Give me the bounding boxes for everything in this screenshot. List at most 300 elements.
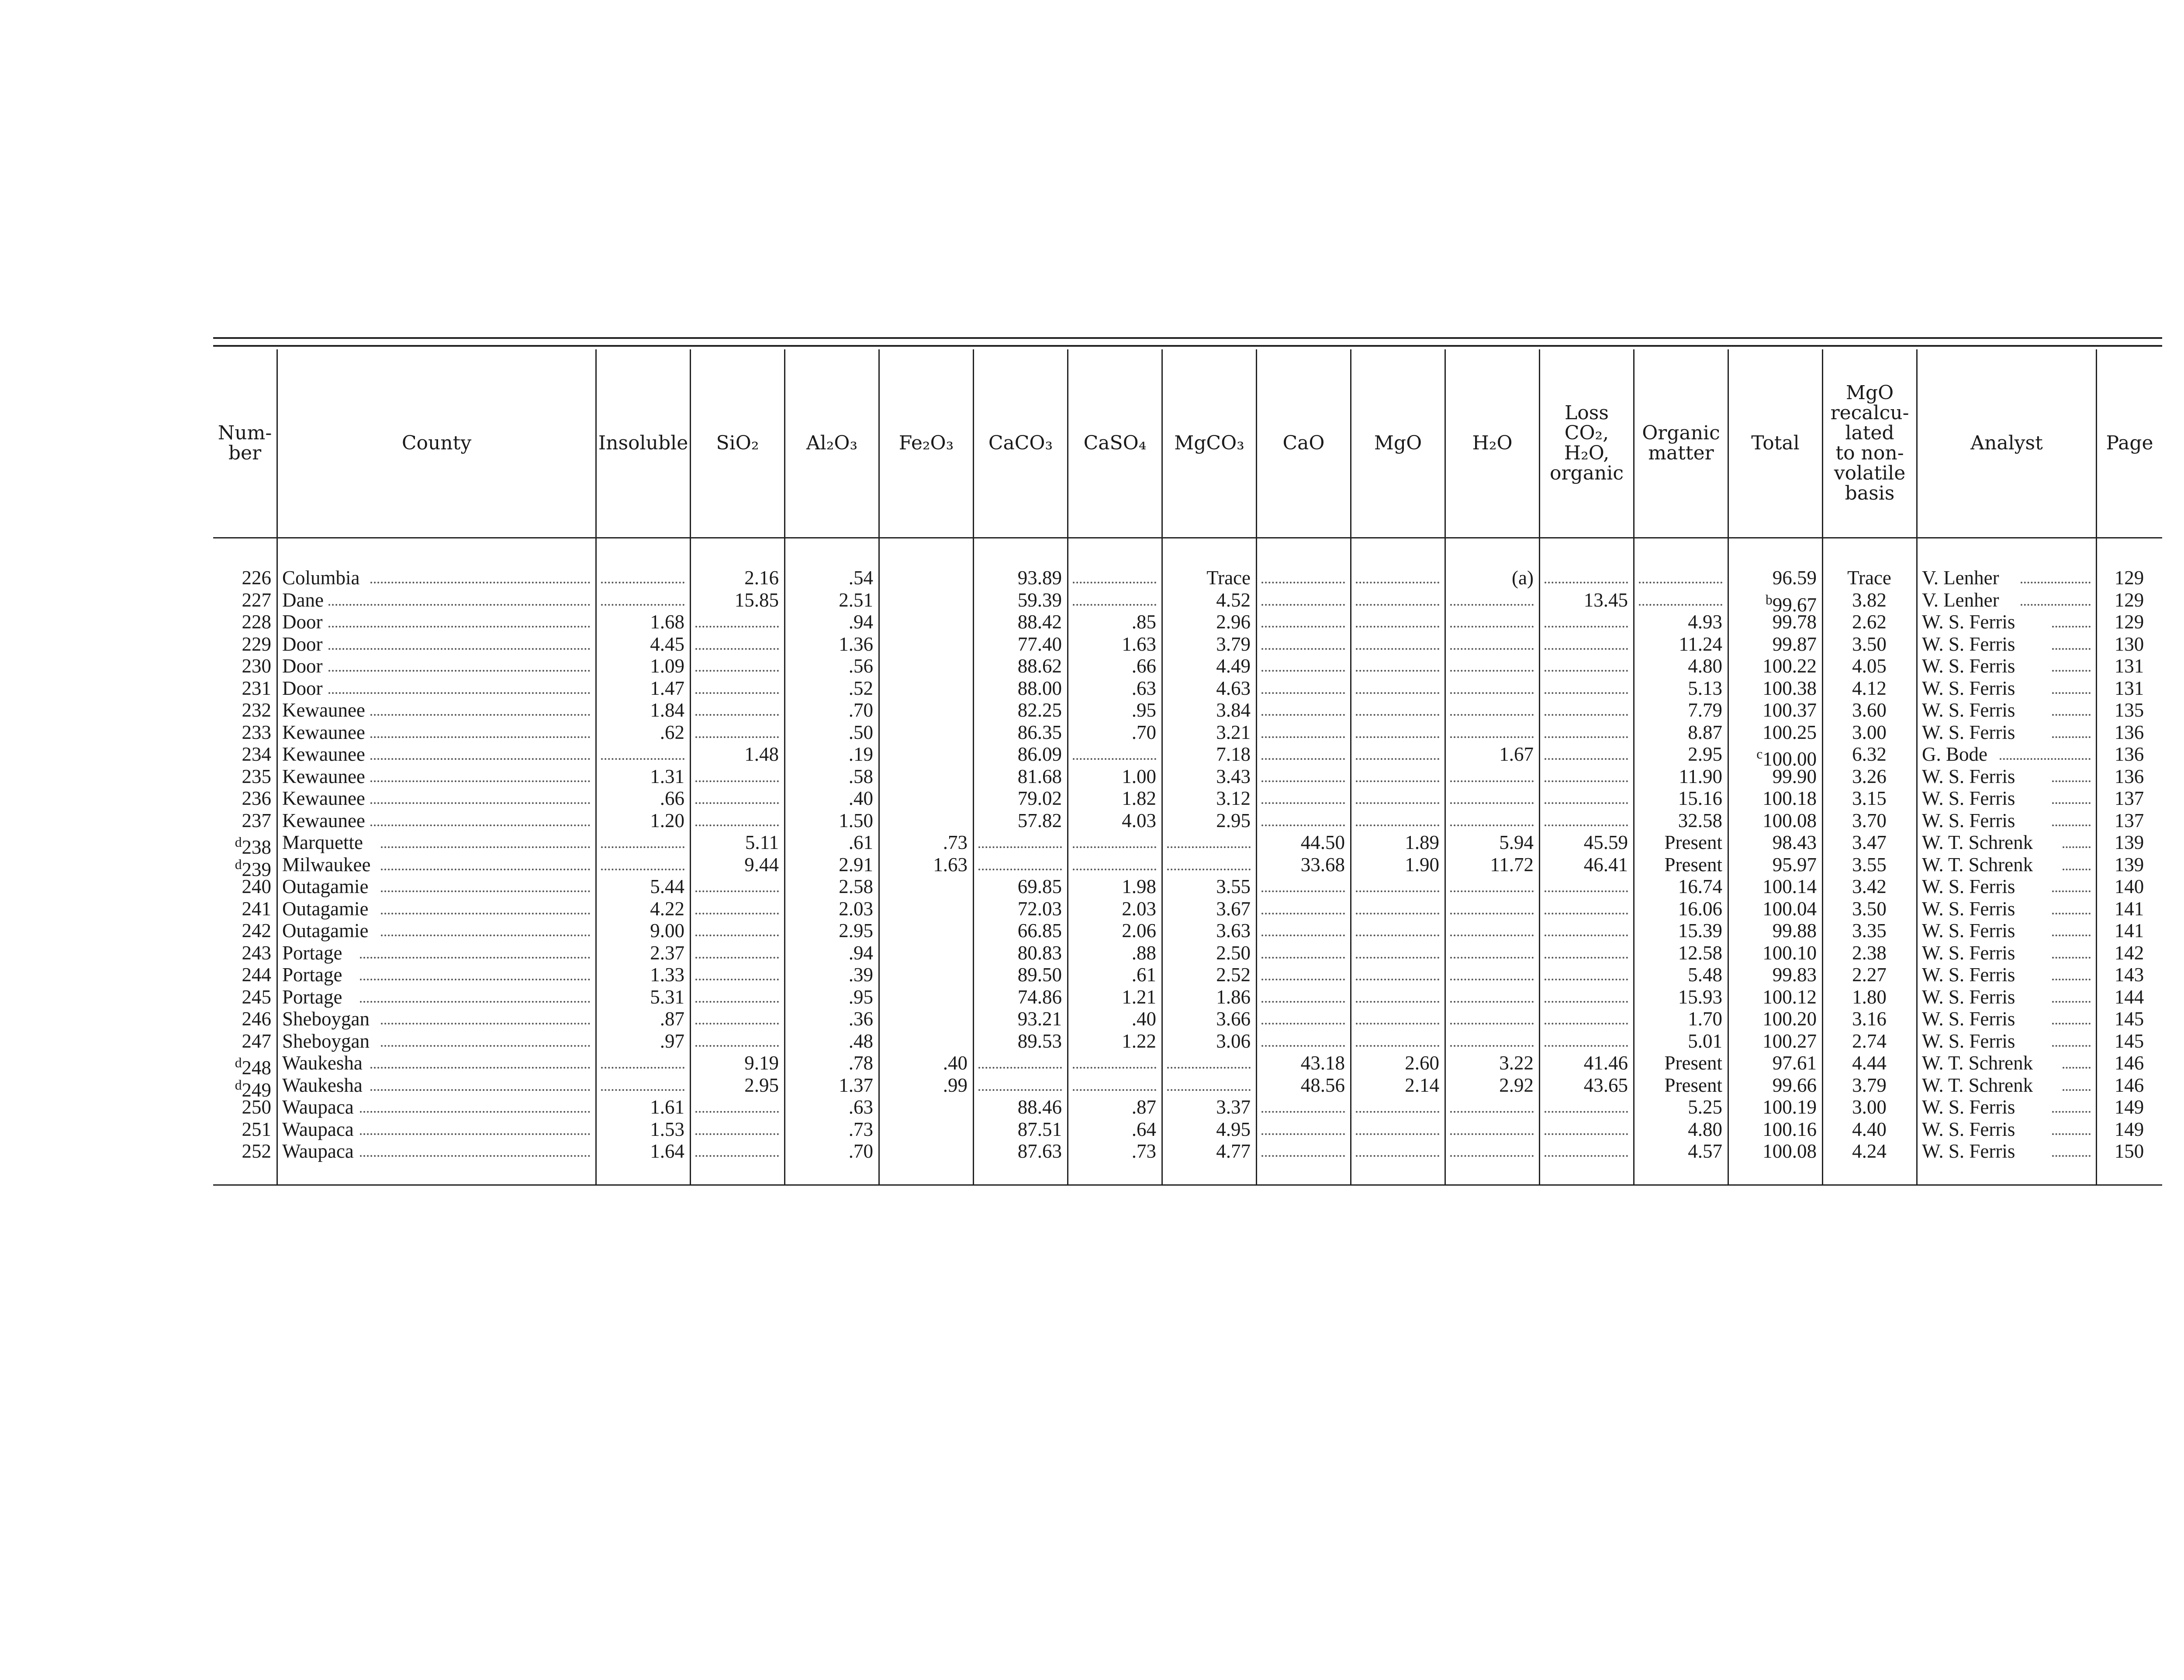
- cell-insoluble: [601, 854, 684, 876]
- cell-caco3: 80.83: [1017, 942, 1062, 964]
- cell-caco3: 66.85: [1017, 920, 1062, 942]
- dot-leader: [1356, 1001, 1439, 1003]
- cell-page: 130: [2114, 633, 2144, 655]
- table-bottom-rule: [213, 1184, 2162, 1186]
- cell-h2o: [1450, 1096, 1534, 1118]
- dot-leader: [601, 1089, 684, 1091]
- cell-insoluble: .87: [660, 1008, 684, 1030]
- cell-sio2: [695, 677, 779, 700]
- dot-leader: [695, 1133, 779, 1135]
- dot-leader: [1356, 935, 1439, 936]
- cell-analyst: W. S. Ferris: [1922, 1096, 2015, 1118]
- cell-caso4: .73: [1131, 1140, 1156, 1162]
- cell-al2o3: .39: [848, 964, 873, 986]
- dot-leader: [2052, 802, 2091, 804]
- cell-caco3: 88.46: [1017, 1096, 1062, 1118]
- cell-county: Door: [282, 655, 323, 677]
- cell-analyst: W. S. Ferris: [1922, 809, 2015, 831]
- dot-leader: [328, 604, 590, 606]
- dot-leader: [1639, 582, 1722, 583]
- cell-sio2: [695, 1140, 779, 1163]
- dot-leader: [1167, 846, 1251, 848]
- cell-organic: Present: [1664, 1074, 1722, 1096]
- dot-leader: [1073, 869, 1156, 870]
- dot-leader: [328, 670, 590, 672]
- cell-sio2: [695, 699, 779, 721]
- cell-insoluble: 1.53: [650, 1118, 684, 1140]
- cell-analyst: G. Bode: [1922, 743, 1987, 765]
- cell-number: 234: [242, 743, 271, 765]
- cell-county: Kewaunee: [282, 765, 365, 787]
- cell-sio2: [695, 766, 779, 788]
- cell-sio2: [695, 986, 779, 1008]
- cell-caso4: .66: [1131, 655, 1156, 677]
- cell-cao: [1261, 986, 1345, 1008]
- cell-mgo: [1356, 787, 1439, 810]
- dot-leader: [1545, 626, 1628, 628]
- dot-leader: [2052, 1133, 2091, 1135]
- cell-mgco3: Trace: [1206, 567, 1251, 589]
- cell-mgco3: [1167, 1052, 1251, 1074]
- cell-loss: [1545, 964, 1628, 986]
- top-double-rule-1: [213, 337, 2162, 339]
- cell-sio2: [695, 920, 779, 942]
- cell-mgo: [1356, 766, 1439, 788]
- dot-leader: [2052, 1111, 2091, 1113]
- dot-leader: [370, 780, 590, 782]
- cell-h2o: [1450, 898, 1534, 920]
- cell-mgco3: 4.52: [1216, 589, 1251, 611]
- cell-mgo-recalc: 2.27: [1852, 964, 1887, 986]
- cell-page: 146: [2114, 1074, 2144, 1096]
- cell-number: 232: [242, 699, 271, 721]
- dot-leader: [1545, 582, 1628, 583]
- cell-number: 237: [242, 809, 271, 831]
- cell-mgo-recalc: 3.50: [1852, 633, 1887, 655]
- dot-leader: [370, 758, 590, 760]
- cell-caco3: 86.35: [1017, 721, 1062, 743]
- header-caco3: CaCO₃: [988, 432, 1053, 454]
- cell-mgo-recalc: 3.55: [1852, 853, 1887, 876]
- dot-leader: [1261, 979, 1345, 980]
- dot-leader: [601, 846, 684, 848]
- dot-leader: [978, 1067, 1062, 1069]
- dot-leader: [2052, 935, 2091, 936]
- dot-leader: [2021, 604, 2091, 606]
- cell-mgco3: 3.66: [1216, 1008, 1251, 1030]
- dot-leader: [360, 1133, 590, 1135]
- dot-leader: [1261, 692, 1345, 694]
- cell-total: 99.90: [1772, 765, 1817, 787]
- cell-sio2: [695, 655, 779, 677]
- cell-page: 137: [2114, 787, 2144, 809]
- cell-sio2: [695, 721, 779, 744]
- cell-sio2: [695, 898, 779, 920]
- cell-number: 231: [242, 677, 271, 699]
- dot-leader: [2063, 1067, 2091, 1069]
- cell-mgo-recalc: 1.80: [1852, 986, 1887, 1008]
- cell-number: 252: [242, 1140, 271, 1162]
- cell-analyst: W. S. Ferris: [1922, 986, 2015, 1008]
- dot-leader: [370, 1067, 590, 1069]
- cell-cao: [1261, 898, 1345, 920]
- cell-fe2o3: [884, 1030, 968, 1052]
- dot-leader: [328, 648, 590, 650]
- cell-page: 144: [2114, 986, 2144, 1008]
- top-double-rule-2: [213, 345, 2162, 347]
- cell-number: 247: [242, 1030, 271, 1052]
- cell-mgo: [1356, 743, 1439, 766]
- dot-leader: [1261, 758, 1345, 760]
- dot-leader: [1450, 780, 1534, 782]
- cell-mgo: [1356, 986, 1439, 1008]
- cell-analyst: W. S. Ferris: [1922, 721, 2015, 743]
- cell-page: 139: [2114, 853, 2144, 876]
- cell-caso4: 1.98: [1122, 876, 1156, 897]
- cell-h2o: [1450, 787, 1534, 810]
- dot-leader: [1261, 1023, 1345, 1025]
- cell-insoluble: 1.84: [650, 699, 684, 721]
- cell-total: 99.87: [1772, 633, 1817, 655]
- cell-total: 100.38: [1762, 677, 1817, 699]
- dot-leader: [1545, 736, 1628, 738]
- cell-fe2o3: [884, 1140, 968, 1163]
- cell-cao: [1261, 942, 1345, 964]
- cell-organic: 5.01: [1688, 1030, 1722, 1052]
- dot-leader: [1450, 935, 1534, 936]
- cell-analyst: W. S. Ferris: [1922, 611, 2015, 633]
- cell-analyst: W. S. Ferris: [1922, 787, 2015, 809]
- cell-analyst: W. S. Ferris: [1922, 765, 2015, 787]
- cell-al2o3: .48: [848, 1030, 873, 1052]
- cell-caco3: [978, 1074, 1062, 1097]
- cell-number: 251: [242, 1118, 271, 1140]
- header-sio2: SiO₂: [716, 432, 759, 454]
- cell-number: 242: [242, 920, 271, 942]
- cell-h2o: 5.94: [1499, 831, 1534, 853]
- cell-caco3: 82.25: [1017, 699, 1062, 721]
- dot-leader: [1356, 670, 1439, 672]
- cell-sio2: 1.48: [744, 743, 779, 765]
- dot-leader: [1261, 1001, 1345, 1003]
- header-h2o: H₂O: [1472, 432, 1513, 454]
- cell-insoluble: [601, 831, 684, 854]
- dot-leader: [1450, 802, 1534, 804]
- cell-sio2: 5.11: [745, 831, 779, 853]
- cell-page: 131: [2114, 655, 2144, 677]
- cell-fe2o3: .73: [943, 831, 968, 853]
- dot-leader: [2052, 626, 2091, 628]
- cell-caco3: 79.02: [1017, 787, 1062, 809]
- dot-leader: [601, 604, 684, 606]
- cell-analyst: W. S. Ferris: [1922, 677, 2015, 699]
- cell-mgco3: 3.21: [1216, 721, 1251, 743]
- dot-leader: [1356, 1045, 1439, 1047]
- cell-organic: Present: [1664, 853, 1722, 876]
- cell-number: 240: [242, 876, 271, 897]
- cell-county: Sheboygan: [282, 1008, 370, 1030]
- cell-al2o3: .40: [848, 787, 873, 809]
- cell-mgo-recalc: 3.82: [1852, 589, 1887, 611]
- dot-leader: [2052, 736, 2091, 738]
- cell-total: 98.43: [1772, 831, 1817, 853]
- dot-leader: [1450, 1111, 1534, 1113]
- cell-mgo: [1356, 1030, 1439, 1052]
- cell-mgco3: 4.63: [1216, 677, 1251, 699]
- dot-leader: [1261, 626, 1345, 628]
- header-fe2o3: Fe₂O₃: [898, 432, 954, 454]
- cell-county: Milwaukee: [282, 853, 371, 876]
- cell-al2o3: 2.03: [839, 897, 873, 920]
- cell-caco3: 93.21: [1017, 1008, 1062, 1030]
- cell-loss: [1545, 1140, 1628, 1163]
- cell-al2o3: .56: [848, 655, 873, 677]
- cell-number: 246: [242, 1008, 271, 1030]
- cell-mgo: 1.90: [1405, 853, 1439, 876]
- header-analyst: Analyst: [1970, 432, 2043, 454]
- cell-sio2: 9.44: [744, 853, 779, 876]
- cell-organic: 11.24: [1679, 633, 1722, 655]
- dot-leader: [1545, 648, 1628, 650]
- cell-mgo-recalc: 4.44: [1852, 1052, 1887, 1074]
- dot-leader: [1450, 979, 1534, 980]
- dot-leader: [1356, 648, 1439, 650]
- cell-mgco3: 2.50: [1216, 942, 1251, 964]
- dot-leader: [1450, 890, 1534, 892]
- cell-total: $^b$99.67: [1766, 592, 1817, 616]
- cell-fe2o3: [884, 1008, 968, 1030]
- cell-fe2o3: [884, 633, 968, 655]
- cell-total: 99.66: [1772, 1074, 1817, 1096]
- header-mgo: MgO: [1374, 432, 1422, 454]
- cell-h2o: [1450, 721, 1534, 744]
- dot-leader: [2052, 1001, 2091, 1003]
- cell-caso4: .87: [1131, 1096, 1156, 1118]
- dot-leader: [1450, 1045, 1534, 1047]
- dot-leader: [695, 648, 779, 650]
- dot-leader: [2052, 780, 2091, 782]
- cell-caco3: [978, 1052, 1062, 1074]
- cell-mgo: [1356, 589, 1439, 611]
- cell-al2o3: .58: [848, 765, 873, 787]
- cell-loss: [1545, 920, 1628, 942]
- cell-loss: 41.46: [1583, 1052, 1628, 1074]
- dot-leader: [1356, 957, 1439, 959]
- cell-loss: [1545, 567, 1628, 589]
- dot-leader: [978, 1089, 1062, 1091]
- header-bottom-rule: [213, 537, 2162, 538]
- cell-page: 139: [2114, 831, 2144, 853]
- cell-mgo-recalc: 3.42: [1852, 876, 1887, 897]
- cell-mgo-recalc: 4.24: [1852, 1140, 1887, 1162]
- header-cao: CaO: [1282, 432, 1325, 454]
- cell-page: 136: [2114, 743, 2144, 765]
- dot-leader: [370, 714, 590, 716]
- cell-al2o3: .63: [848, 1096, 873, 1118]
- dot-leader: [2052, 957, 2091, 959]
- cell-county: Portage: [282, 986, 342, 1008]
- cell-organic: 4.80: [1688, 1118, 1722, 1140]
- cell-caco3: 59.39: [1017, 589, 1062, 611]
- dot-leader: [360, 1155, 590, 1157]
- cell-al2o3: 2.51: [839, 589, 873, 611]
- cell-loss: [1545, 655, 1628, 677]
- dot-leader: [1261, 1045, 1345, 1047]
- cell-mgco3: 3.06: [1216, 1030, 1251, 1052]
- dot-leader: [601, 869, 684, 870]
- cell-mgo: [1356, 1096, 1439, 1118]
- cell-h2o: 2.92: [1499, 1074, 1534, 1096]
- cell-insoluble: [601, 567, 684, 589]
- cell-loss: 43.65: [1583, 1074, 1628, 1096]
- cell-al2o3: 1.37: [839, 1074, 873, 1096]
- cell-total: $^c$100.00: [1756, 746, 1817, 770]
- dot-leader: [1545, 692, 1628, 694]
- cell-fe2o3: [884, 766, 968, 788]
- cell-analyst: W. S. Ferris: [1922, 897, 2015, 920]
- cell-h2o: [1450, 876, 1534, 898]
- cell-mgco3: 2.95: [1216, 809, 1251, 831]
- cell-number: 250: [242, 1096, 271, 1118]
- cell-page: 149: [2114, 1118, 2144, 1140]
- cell-fe2o3: [884, 743, 968, 766]
- cell-organic: 32.58: [1678, 809, 1722, 831]
- cell-total: 99.88: [1772, 920, 1817, 942]
- dot-leader: [381, 1023, 590, 1025]
- cell-loss: [1545, 699, 1628, 721]
- cell-h2o: [1450, 964, 1534, 986]
- dot-leader: [1545, 1111, 1628, 1113]
- dot-leader: [1261, 824, 1345, 826]
- dot-leader: [381, 913, 590, 914]
- header-mgo-recalc: MgO recalcu- lated to non- volatile basis: [1830, 382, 1909, 504]
- dot-leader: [1356, 780, 1439, 782]
- cell-cao: [1261, 810, 1345, 832]
- cell-mgo: [1356, 721, 1439, 744]
- dot-leader: [1450, 692, 1534, 694]
- cell-mgo: [1356, 1118, 1439, 1141]
- cell-total: 100.19: [1762, 1096, 1817, 1118]
- dot-leader: [1545, 824, 1628, 826]
- cell-page: 136: [2114, 721, 2144, 743]
- dot-leader: [1450, 1155, 1534, 1157]
- cell-organic: 1.70: [1688, 1008, 1722, 1030]
- cell-organic: 8.87: [1688, 721, 1722, 743]
- cell-fe2o3: [884, 810, 968, 832]
- cell-caco3: 81.68: [1017, 765, 1062, 787]
- dot-leader: [381, 890, 590, 892]
- cell-caco3: 72.03: [1017, 897, 1062, 920]
- dot-leader: [1450, 1023, 1534, 1025]
- cell-total: 100.10: [1762, 942, 1817, 964]
- cell-number: 226: [242, 567, 271, 589]
- dot-leader: [1639, 604, 1722, 606]
- cell-loss: [1545, 942, 1628, 964]
- dot-leader: [1261, 1111, 1345, 1113]
- cell-h2o: [1450, 633, 1534, 655]
- cell-number: $^d$238: [235, 835, 271, 858]
- cell-number: 244: [242, 964, 271, 986]
- header-insoluble: Insoluble: [598, 432, 688, 454]
- cell-caco3: 88.62: [1017, 655, 1062, 677]
- cell-mgo: [1356, 964, 1439, 986]
- cell-al2o3: .78: [848, 1052, 873, 1074]
- cell-mgo-recalc: 3.50: [1852, 897, 1887, 920]
- cell-organic: 16.74: [1678, 876, 1722, 897]
- dot-leader: [695, 670, 779, 672]
- cell-total: 100.04: [1762, 897, 1817, 920]
- cell-al2o3: .54: [848, 567, 873, 589]
- dot-leader: [695, 979, 779, 980]
- cell-page: 146: [2114, 1052, 2144, 1074]
- dot-leader: [1261, 890, 1345, 892]
- cell-analyst: W. S. Ferris: [1922, 876, 2015, 897]
- cell-caso4: 4.03: [1122, 809, 1156, 831]
- dot-leader: [695, 1001, 779, 1003]
- cell-analyst: W. T. Schrenk: [1922, 1074, 2033, 1096]
- dot-leader: [1167, 869, 1251, 870]
- cell-insoluble: [601, 743, 684, 766]
- cell-total: 100.37: [1762, 699, 1817, 721]
- dot-leader: [360, 1111, 590, 1113]
- dot-leader: [1167, 1089, 1251, 1091]
- dot-leader: [695, 714, 779, 716]
- dot-leader: [695, 935, 779, 936]
- dot-leader: [1545, 802, 1628, 804]
- dot-leader: [2000, 758, 2091, 760]
- cell-insoluble: 2.37: [650, 942, 684, 964]
- dot-leader: [2052, 1155, 2091, 1157]
- cell-fe2o3: [884, 986, 968, 1008]
- cell-caso4: 1.21: [1122, 986, 1156, 1008]
- cell-al2o3: .70: [848, 699, 873, 721]
- cell-insoluble: 4.45: [650, 633, 684, 655]
- dot-leader: [1356, 913, 1439, 914]
- cell-fe2o3: [884, 898, 968, 920]
- cell-caco3: 89.53: [1017, 1030, 1062, 1052]
- dot-leader: [381, 935, 590, 936]
- cell-caso4: 1.63: [1122, 633, 1156, 655]
- cell-sio2: [695, 876, 779, 898]
- dot-leader: [1261, 582, 1345, 583]
- cell-insoluble: 1.64: [650, 1140, 684, 1162]
- cell-h2o: 1.67: [1499, 743, 1534, 765]
- cell-county: Dane: [282, 589, 324, 611]
- cell-al2o3: .95: [848, 986, 873, 1008]
- cell-cao: 43.18: [1300, 1052, 1345, 1074]
- cell-insoluble: 1.68: [650, 611, 684, 633]
- cell-h2o: 3.22: [1499, 1052, 1534, 1074]
- cell-insoluble: [601, 1052, 684, 1074]
- cell-fe2o3: [884, 876, 968, 898]
- dot-leader: [1073, 1067, 1156, 1069]
- dot-leader: [370, 802, 590, 804]
- cell-analyst: W. S. Ferris: [1922, 699, 2015, 721]
- cell-county: Portage: [282, 942, 342, 964]
- cell-fe2o3: [884, 787, 968, 810]
- cell-mgo: [1356, 942, 1439, 964]
- cell-organic: Present: [1664, 831, 1722, 853]
- dot-leader: [2052, 913, 2091, 914]
- cell-total: 100.14: [1762, 876, 1817, 897]
- cell-mgco3: [1167, 854, 1251, 876]
- cell-organic: 5.25: [1688, 1096, 1722, 1118]
- cell-page: 141: [2114, 897, 2144, 920]
- cell-h2o: [1450, 699, 1534, 721]
- dot-leader: [695, 824, 779, 826]
- cell-fe2o3: .99: [943, 1074, 968, 1096]
- dot-leader: [360, 957, 590, 959]
